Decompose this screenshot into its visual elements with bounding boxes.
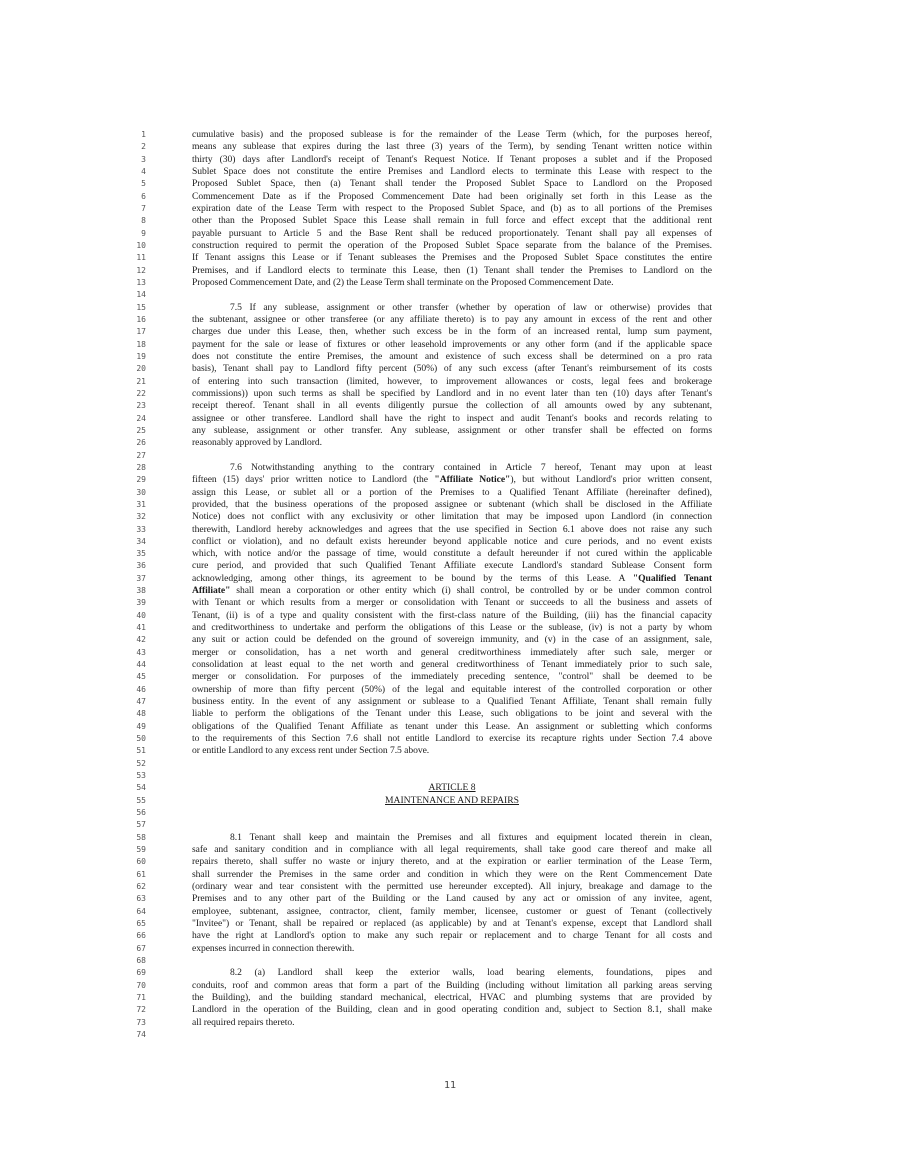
line-text: "Invitee") or Tenant, shall be repaired or replaced (as applicable) by and at Tenant's expense, except that Landlord shall xyxy=(192,918,712,929)
document-line xyxy=(0,203,900,215)
document-line xyxy=(0,363,900,375)
line-text: to the requirements of this Section 7.6 shall not entitle Landlord to exercise its recapture rights under Section 7.4 above xyxy=(192,733,712,745)
line-number: 61 xyxy=(136,869,146,879)
line-number: 2 xyxy=(141,142,146,152)
document-line xyxy=(0,388,900,400)
line-text: the Building), and the building standard mechanical, electrical, HVAC and plumbing systems that are provided by xyxy=(192,991,712,1003)
document-line xyxy=(0,819,900,831)
line-number: 58 xyxy=(136,832,146,842)
document-line xyxy=(0,191,900,203)
line-text: merger or consolidation. For purposes of the immediately preceding sentence, "control" shall be deemed to be xyxy=(192,671,712,683)
document-line xyxy=(0,425,900,437)
line-text: all required repairs thereto. xyxy=(192,1016,295,1028)
line-number: 50 xyxy=(136,734,146,744)
line-number: 34 xyxy=(136,536,146,546)
document-line xyxy=(0,1004,900,1016)
line-text: acknowledging, among other things, its agreement to be bound by the terms of this Lease. A "Qualified Tenant xyxy=(192,572,712,584)
line-text: liable to perform the obligations of the Tenant under this Lease, such obligations to be joint and several with the xyxy=(192,708,712,720)
line-text: 8.1 Tenant shall keep and maintain the Premises and all fixtures and equipment located therein in clean, xyxy=(230,831,712,843)
line-number: 13 xyxy=(136,277,146,287)
line-text: commissions)) upon such terms as shall be specified by Landlord and in no event later than ten (10) days after Tenant's xyxy=(192,387,712,399)
line-number: 15 xyxy=(136,302,146,312)
line-number: 53 xyxy=(136,771,146,781)
document-line xyxy=(0,980,900,992)
line-number: 40 xyxy=(136,610,146,620)
line-text: Tenant, (ii) is of a type and quality consistent with the first-class nature of the Building, (iii) has the financial capacity xyxy=(192,609,712,621)
document-line xyxy=(0,511,900,523)
document-line xyxy=(0,450,900,462)
document-line xyxy=(0,758,900,770)
line-number: 49 xyxy=(136,721,146,731)
line-number: 29 xyxy=(136,475,146,485)
line-text: cure period, and provided that such Qualified Tenant Affiliate execute Landlord's standard Sublease Consent form xyxy=(192,560,712,572)
line-text: consolidation at least equal to the net worth and general creditworthiness of Tenant immediately prior to such sale, xyxy=(192,659,712,671)
document-line xyxy=(0,154,900,166)
document-line xyxy=(0,1017,900,1029)
line-text: ownership of more than fifty percent (50%) of the legal and equitable interest of the controlled corporation or other xyxy=(192,683,712,695)
document-line xyxy=(0,339,900,351)
line-text: charges due under this Lease, then, whether such excess be in the form of an increased rental, lump sum payment, xyxy=(192,326,712,338)
line-number: 68 xyxy=(136,955,146,965)
line-number: 28 xyxy=(136,462,146,472)
line-number: 45 xyxy=(136,672,146,682)
line-number: 44 xyxy=(136,660,146,670)
document-line xyxy=(0,265,900,277)
document-line xyxy=(0,524,900,536)
line-number: 64 xyxy=(136,906,146,916)
line-number: 48 xyxy=(136,709,146,719)
line-text: employee, subtenant, assignee, contractor, client, family member, licensee, customer or guest of Tenant (collectively xyxy=(192,905,712,917)
line-number: 41 xyxy=(136,623,146,633)
line-text: receipt thereof. Tenant shall in all events diligently pursue the collection of all amounts owed by any subtenant, xyxy=(192,400,712,412)
line-text: and creditworthiness to undertake and perform the obligations of this Lease or the sublease, (iv) is not a party by whom xyxy=(192,622,712,634)
document-line xyxy=(0,745,900,757)
line-text: thirty (30) days after Landlord's receipt of Tenant's Request Notice. If Tenant proposes a sublet and if the Proposed xyxy=(192,153,712,165)
document-line xyxy=(0,659,900,671)
line-number: 54 xyxy=(136,783,146,793)
line-text: Premises, and if Landlord elects to terminate this Lease, then (1) Tenant shall tender the Premises to Landlord on the xyxy=(192,264,712,276)
line-text: payment for the sale or lease of fixtures or other leasehold improvements or any other form (and if the applicable space xyxy=(192,338,712,350)
document-line xyxy=(0,634,900,646)
document-line xyxy=(0,141,900,153)
line-number: 11 xyxy=(136,253,146,263)
document-line xyxy=(0,376,900,388)
document-line xyxy=(0,228,900,240)
line-number: 4 xyxy=(141,166,146,176)
article-heading: ARTICLE 8 xyxy=(428,782,476,794)
line-number: 35 xyxy=(136,549,146,559)
document-line xyxy=(0,930,900,942)
line-number: 23 xyxy=(136,401,146,411)
line-text: have the right at Landlord's option to make any such repair or replacement and to charge Tenant for all costs and xyxy=(192,930,712,942)
line-number: 5 xyxy=(141,179,146,189)
document-line xyxy=(0,277,900,289)
line-text: other than the Proposed Sublet Space this Lease shall remain in full force and effect except that the additional rent xyxy=(192,215,712,227)
line-text: assignee or other transferee. Landlord shall have the right to inspect and audit Tenant's books and records relating to xyxy=(192,412,712,424)
line-number: 74 xyxy=(136,1029,146,1039)
line-text: conflict or violation), and no default exists hereunder beyond applicable notice and cure periods, and no event exists xyxy=(192,535,712,547)
line-text: does not constitute the entire Premises, the amount and existence of such excess shall be determined on a pro rata xyxy=(192,350,712,362)
document-line xyxy=(0,721,900,733)
document-line xyxy=(0,832,900,844)
document-line xyxy=(0,610,900,622)
document-line xyxy=(0,795,900,807)
document-line xyxy=(0,881,900,893)
document-line xyxy=(0,240,900,252)
document-line xyxy=(0,585,900,597)
line-number: 3 xyxy=(141,154,146,164)
document-line xyxy=(0,647,900,659)
line-number: 37 xyxy=(136,573,146,583)
line-text: If Tenant assigns this Lease or if Tenant subleases the Premises and the Proposed Sublet Space constitutes the entire xyxy=(192,252,712,264)
line-number: 1 xyxy=(141,130,146,139)
document-line xyxy=(0,536,900,548)
line-text: obligations of the Qualified Tenant Affiliate as tenant under this Lease. An assignment or subletting which conforms xyxy=(192,720,712,732)
line-number: 73 xyxy=(136,1017,146,1027)
line-text: cumulative basis) and the proposed sublease is for the remainder of the Lease Term (which, for the purposes hereof, xyxy=(192,129,712,140)
line-number: 31 xyxy=(136,499,146,509)
line-number: 59 xyxy=(136,845,146,855)
document-body xyxy=(0,129,900,1041)
line-number: 26 xyxy=(136,438,146,448)
line-text: assign this Lease, or sublet all or a portion of the Premises to a Qualified Tenant Affiliate (hereinafter defined), xyxy=(192,486,712,498)
line-number: 57 xyxy=(136,820,146,830)
line-number: 12 xyxy=(136,265,146,275)
document-line xyxy=(0,1029,900,1041)
line-number: 52 xyxy=(136,758,146,768)
document-line xyxy=(0,129,900,141)
line-number: 20 xyxy=(136,364,146,374)
line-text: of entering into such transaction (limited, however, to improvement allowances or costs, legal fees and brokerage xyxy=(192,375,712,387)
line-text: Notice) does not conflict with any exclusivity or other limitation that may be imposed upon Landlord (in connection xyxy=(192,511,712,523)
line-number: 27 xyxy=(136,450,146,460)
line-text: expenses incurred in connection therewith. xyxy=(192,942,355,954)
line-text: Commencement Date as if the Proposed Commencement Date had been originally set forth in this Lease as the xyxy=(192,190,712,202)
line-number: 38 xyxy=(136,586,146,596)
document-line xyxy=(0,413,900,425)
document-line xyxy=(0,622,900,634)
line-number: 56 xyxy=(136,808,146,818)
line-number: 30 xyxy=(136,487,146,497)
document-line xyxy=(0,252,900,264)
page-number: 11 xyxy=(443,1080,457,1091)
line-number: 21 xyxy=(136,376,146,386)
line-number: 67 xyxy=(136,943,146,953)
line-text: which, with notice and/or the passage of time, would constitute a default hereunder if not cured within the applicable xyxy=(192,548,712,560)
document-line xyxy=(0,462,900,474)
line-number: 18 xyxy=(136,339,146,349)
line-number: 42 xyxy=(136,635,146,645)
line-number: 19 xyxy=(136,351,146,361)
line-number: 17 xyxy=(136,327,146,337)
line-number: 69 xyxy=(136,968,146,978)
document-line xyxy=(0,573,900,585)
article-title: MAINTENANCE AND REPAIRS xyxy=(385,794,519,806)
line-number: 25 xyxy=(136,425,146,435)
document-line xyxy=(0,696,900,708)
document-line xyxy=(0,597,900,609)
line-number: 32 xyxy=(136,512,146,522)
line-number: 10 xyxy=(136,240,146,250)
line-text: Affiliate" shall mean a corporation or other entity which (i) shall control, be controlled by or be under common control xyxy=(192,585,712,597)
line-number: 6 xyxy=(141,191,146,201)
document-line xyxy=(0,671,900,683)
line-number: 39 xyxy=(136,598,146,608)
line-text: Proposed Sublet Space, then (a) Tenant shall tender the Proposed Sublet Space to Landlord on the Proposed xyxy=(192,178,712,190)
line-number: 14 xyxy=(136,290,146,300)
line-text: any suit or action could be defended on the ground of sovereign immunity, and (v) in the case of an assignment, sale, xyxy=(192,634,712,646)
document-line xyxy=(0,215,900,227)
line-text: Sublet Space does not constitute the entire Premises and Landlord elects to terminate this Lease with respect to the xyxy=(192,165,712,177)
document-line xyxy=(0,918,900,930)
line-text: business entity. In the event of any assignment or sublease to a Qualified Tenant Affiliate, Tenant shall remain fully xyxy=(192,696,712,708)
line-number: 36 xyxy=(136,561,146,571)
line-number: 62 xyxy=(136,882,146,892)
document-line xyxy=(0,548,900,560)
document-line xyxy=(0,943,900,955)
document-line xyxy=(0,708,900,720)
line-number: 72 xyxy=(136,1005,146,1015)
document-line xyxy=(0,807,900,819)
line-number: 33 xyxy=(136,524,146,534)
document-line xyxy=(0,893,900,905)
line-number: 60 xyxy=(136,857,146,867)
document-line xyxy=(0,856,900,868)
line-text: expiration date of the Lease Term with respect to the Proposed Sublet Space, and (b) as to all portions of the Premises xyxy=(192,202,712,214)
document-line xyxy=(0,499,900,511)
line-text: repairs thereto, shall suffer no waste or injury thereto, and at the expiration or earlier termination of the Lease Term, xyxy=(192,856,712,868)
line-text: means any sublease that expires during the last three (3) years of the Term), by sending Tenant written notice within xyxy=(192,141,712,153)
line-number: 9 xyxy=(141,228,146,238)
line-text: merger or consolidation, has a net worth and general creditworthiness immediately after such sale, merger or xyxy=(192,646,712,658)
line-text: reasonably approved by Landlord. xyxy=(192,437,323,449)
document-line xyxy=(0,967,900,979)
line-number: 65 xyxy=(136,919,146,928)
document-line xyxy=(0,326,900,338)
line-text: shall surrender the Premises in the same order and condition in which they were on the Rent Commencement Date xyxy=(192,868,712,880)
line-text: or entitle Landlord to any excess rent under Section 7.5 above. xyxy=(192,745,430,757)
line-text: 8.2 (a) Landlord shall keep the exterior walls, load bearing elements, foundations, pipes and xyxy=(230,967,712,979)
document-line xyxy=(0,474,900,486)
line-text: provided, that the business operations of the proposed assignee or subtenant (which shall be disclosed in the Affiliate xyxy=(192,498,712,510)
document-line xyxy=(0,992,900,1004)
document-line xyxy=(0,782,900,794)
line-text: any sublease, assignment or other transfer. Any sublease, assignment or other transfer shall be effected on forms xyxy=(192,424,712,436)
line-number: 24 xyxy=(136,413,146,423)
line-number: 47 xyxy=(136,697,146,707)
line-text: Landlord in the operation of the Building, clean and in good operating condition and, subject to Section 8.1, shall make xyxy=(192,1004,712,1016)
line-text: 7.6 Notwithstanding anything to the contrary contained in Article 7 hereof, Tenant may upon at least xyxy=(230,461,712,473)
document-line xyxy=(0,437,900,449)
document-line xyxy=(0,166,900,178)
line-number: 71 xyxy=(136,992,146,1002)
document-line xyxy=(0,302,900,314)
document-line xyxy=(0,770,900,782)
document-line xyxy=(0,906,900,918)
line-number: 63 xyxy=(136,894,146,904)
line-number: 8 xyxy=(141,216,146,226)
line-text: Proposed Commencement Date, and (2) the Lease Term shall terminate on the Proposed Commencement Date. xyxy=(192,276,614,288)
line-text: conduits, roof and common areas that form a part of the Building (including without limitation all parking areas serving xyxy=(192,979,712,991)
line-text: payable pursuant to Article 5 and the Base Rent shall be reduced proportionately. Tenant shall pay all expenses of xyxy=(192,227,712,239)
document-line xyxy=(0,733,900,745)
document-line xyxy=(0,351,900,363)
line-text: fifteen (15) days' prior written notice to Landlord (the "Affiliate Notice"), but without Landlord's prior written consent, xyxy=(192,474,712,486)
document-line xyxy=(0,955,900,967)
document-line xyxy=(0,560,900,572)
document-line xyxy=(0,314,900,326)
document-line xyxy=(0,400,900,412)
line-number: 66 xyxy=(136,931,146,941)
line-text: construction required to permit the operation of the Proposed Sublet Space separate from the balance of the Premises. xyxy=(192,239,712,251)
line-text: basis), Tenant shall pay to Landlord fifty percent (50%) of any such excess (after Tenant's reimbursement of its costs xyxy=(192,363,712,375)
line-number: 16 xyxy=(136,314,146,324)
document-line xyxy=(0,869,900,881)
line-text: the subtenant, assignee or other transferee (or any affiliate thereto) is to pay any amount in excess of the rent and other xyxy=(192,313,712,325)
document-line xyxy=(0,178,900,190)
line-text: Premises and to any other part of the Building or the Land caused by any act or omission of any invitee, agent, xyxy=(192,893,712,905)
line-text: (ordinary wear and tear consistent with the permitted use hereunder excepted). All injury, breakage and damage to the xyxy=(192,881,712,893)
line-number: 22 xyxy=(136,388,146,398)
document-line xyxy=(0,487,900,499)
line-text: 7.5 If any sublease, assignment or other transfer (whether by operation of law or otherwise) provides that xyxy=(230,301,712,313)
line-text: safe and sanitary condition and in compliance with all legal requirements, shall take good care thereof and make all xyxy=(192,844,712,856)
line-text: therewith, Landlord hereby acknowledges and agrees that the use specified in Section 6.1 above does not raise any such xyxy=(192,523,712,535)
line-number: 46 xyxy=(136,684,146,694)
line-number: 7 xyxy=(141,203,146,213)
line-number: 70 xyxy=(136,980,146,990)
line-number: 51 xyxy=(136,746,146,756)
document-line xyxy=(0,684,900,696)
line-number: 43 xyxy=(136,647,146,657)
line-text: with Tenant or which results from a merger or consolidation with Tenant or succeeds to all the business and assets of xyxy=(192,597,712,609)
document-line xyxy=(0,289,900,301)
document-line xyxy=(0,844,900,856)
line-number: 55 xyxy=(136,795,146,805)
